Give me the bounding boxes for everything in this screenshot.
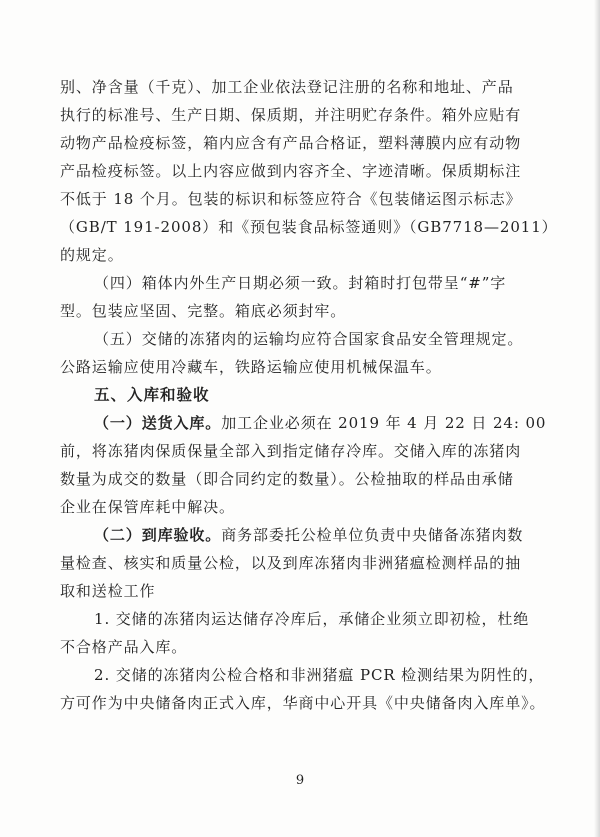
inspection-title: （二）到库验收。 [94, 526, 222, 544]
text-line: 1. 交储的冻猪肉运达储存冷库后，承储企业须立即初检，杜绝 [94, 610, 530, 628]
text-line: 的规定。 [60, 246, 124, 264]
text-line: （GB/T 191-2008）和《预包装食品标签通则》（GB7718—2011） [60, 218, 558, 236]
delivery-paragraph [60, 409, 550, 521]
text-line: 型。包装应坚固、完整。箱底必须封牢。 [60, 302, 347, 320]
text-line: 2. 交储的冻猪肉公检合格和非洲猪瘟 PCR 检测结果为阴性的， [94, 666, 545, 684]
text-line: 执行的标准号、生产日期、保质期，并注明贮存条件。箱外应贴有 [60, 106, 522, 124]
page-number: 9 [295, 773, 305, 788]
inspection-first-line: 商务部委托公检单位负责中央储备冻猪肉数 [221, 526, 524, 544]
text-line: 别、净含量（千克）、加工企业依法登记注册的名称和地址、产品 [60, 78, 514, 96]
text-line: （四）箱体内外生产日期必须一致。封箱时打包带呈“#”字 [94, 274, 507, 292]
sealing-paragraph [60, 269, 550, 325]
transport-paragraph [60, 325, 550, 381]
text-line [60, 409, 550, 437]
text-line: 企业在保管库耗中解决。 [60, 498, 235, 516]
page-edge-shadow [594, 0, 600, 837]
text-line: 前，将冻猪肉保质保量全部入到指定储存冷库。交储入库的冻猪肉 [60, 442, 522, 460]
text-line: 公路运输应使用冷藏车，铁路运输应使用机械保温车。 [60, 358, 442, 376]
text-line: 不低于 18 个月。包装的标识和标签应符合《包装储运图示标志》 [60, 190, 522, 208]
official-entry-paragraph [60, 661, 550, 717]
packaging-labeling-paragraph [60, 73, 558, 269]
text-line: 取和送检工作 [60, 582, 156, 600]
initial-check-paragraph [60, 605, 550, 661]
text-line: 动物产品检疫标签，箱内应含有产品合格证，塑料薄膜内应有动物 [60, 134, 522, 152]
text-line: 产品检疫标签。以上内容应做到内容齐全、字迹清晰。保质期标注 [60, 162, 522, 180]
inspection-paragraph [60, 521, 550, 605]
delivery-first-line: 加工企业必须在 2019 年 4 月 22 日 24: 00 [221, 414, 547, 432]
text-line: 不合格产品入库。 [60, 638, 188, 656]
section-heading-warehousing: 五、入库和验收 [94, 385, 210, 404]
text-line: 量检查、核实和质量公检，以及到库冻猪肉非洲猪瘟检测样品的抽 [60, 554, 522, 572]
text-line: 数量为成交的数量（即合同约定的数量）。公检抽取的样品由承储 [60, 470, 514, 488]
text-line: 方可作为中央储备肉正式入库，华商中心开具《中央储备肉入库单》。 [60, 694, 546, 712]
text-line [60, 521, 550, 549]
delivery-title: （一）送货入库。 [94, 414, 222, 432]
document-body [60, 73, 558, 717]
text-line: （五）交储的冻猪肉的运输均应符合国家食品安全管理规定。 [94, 330, 524, 348]
